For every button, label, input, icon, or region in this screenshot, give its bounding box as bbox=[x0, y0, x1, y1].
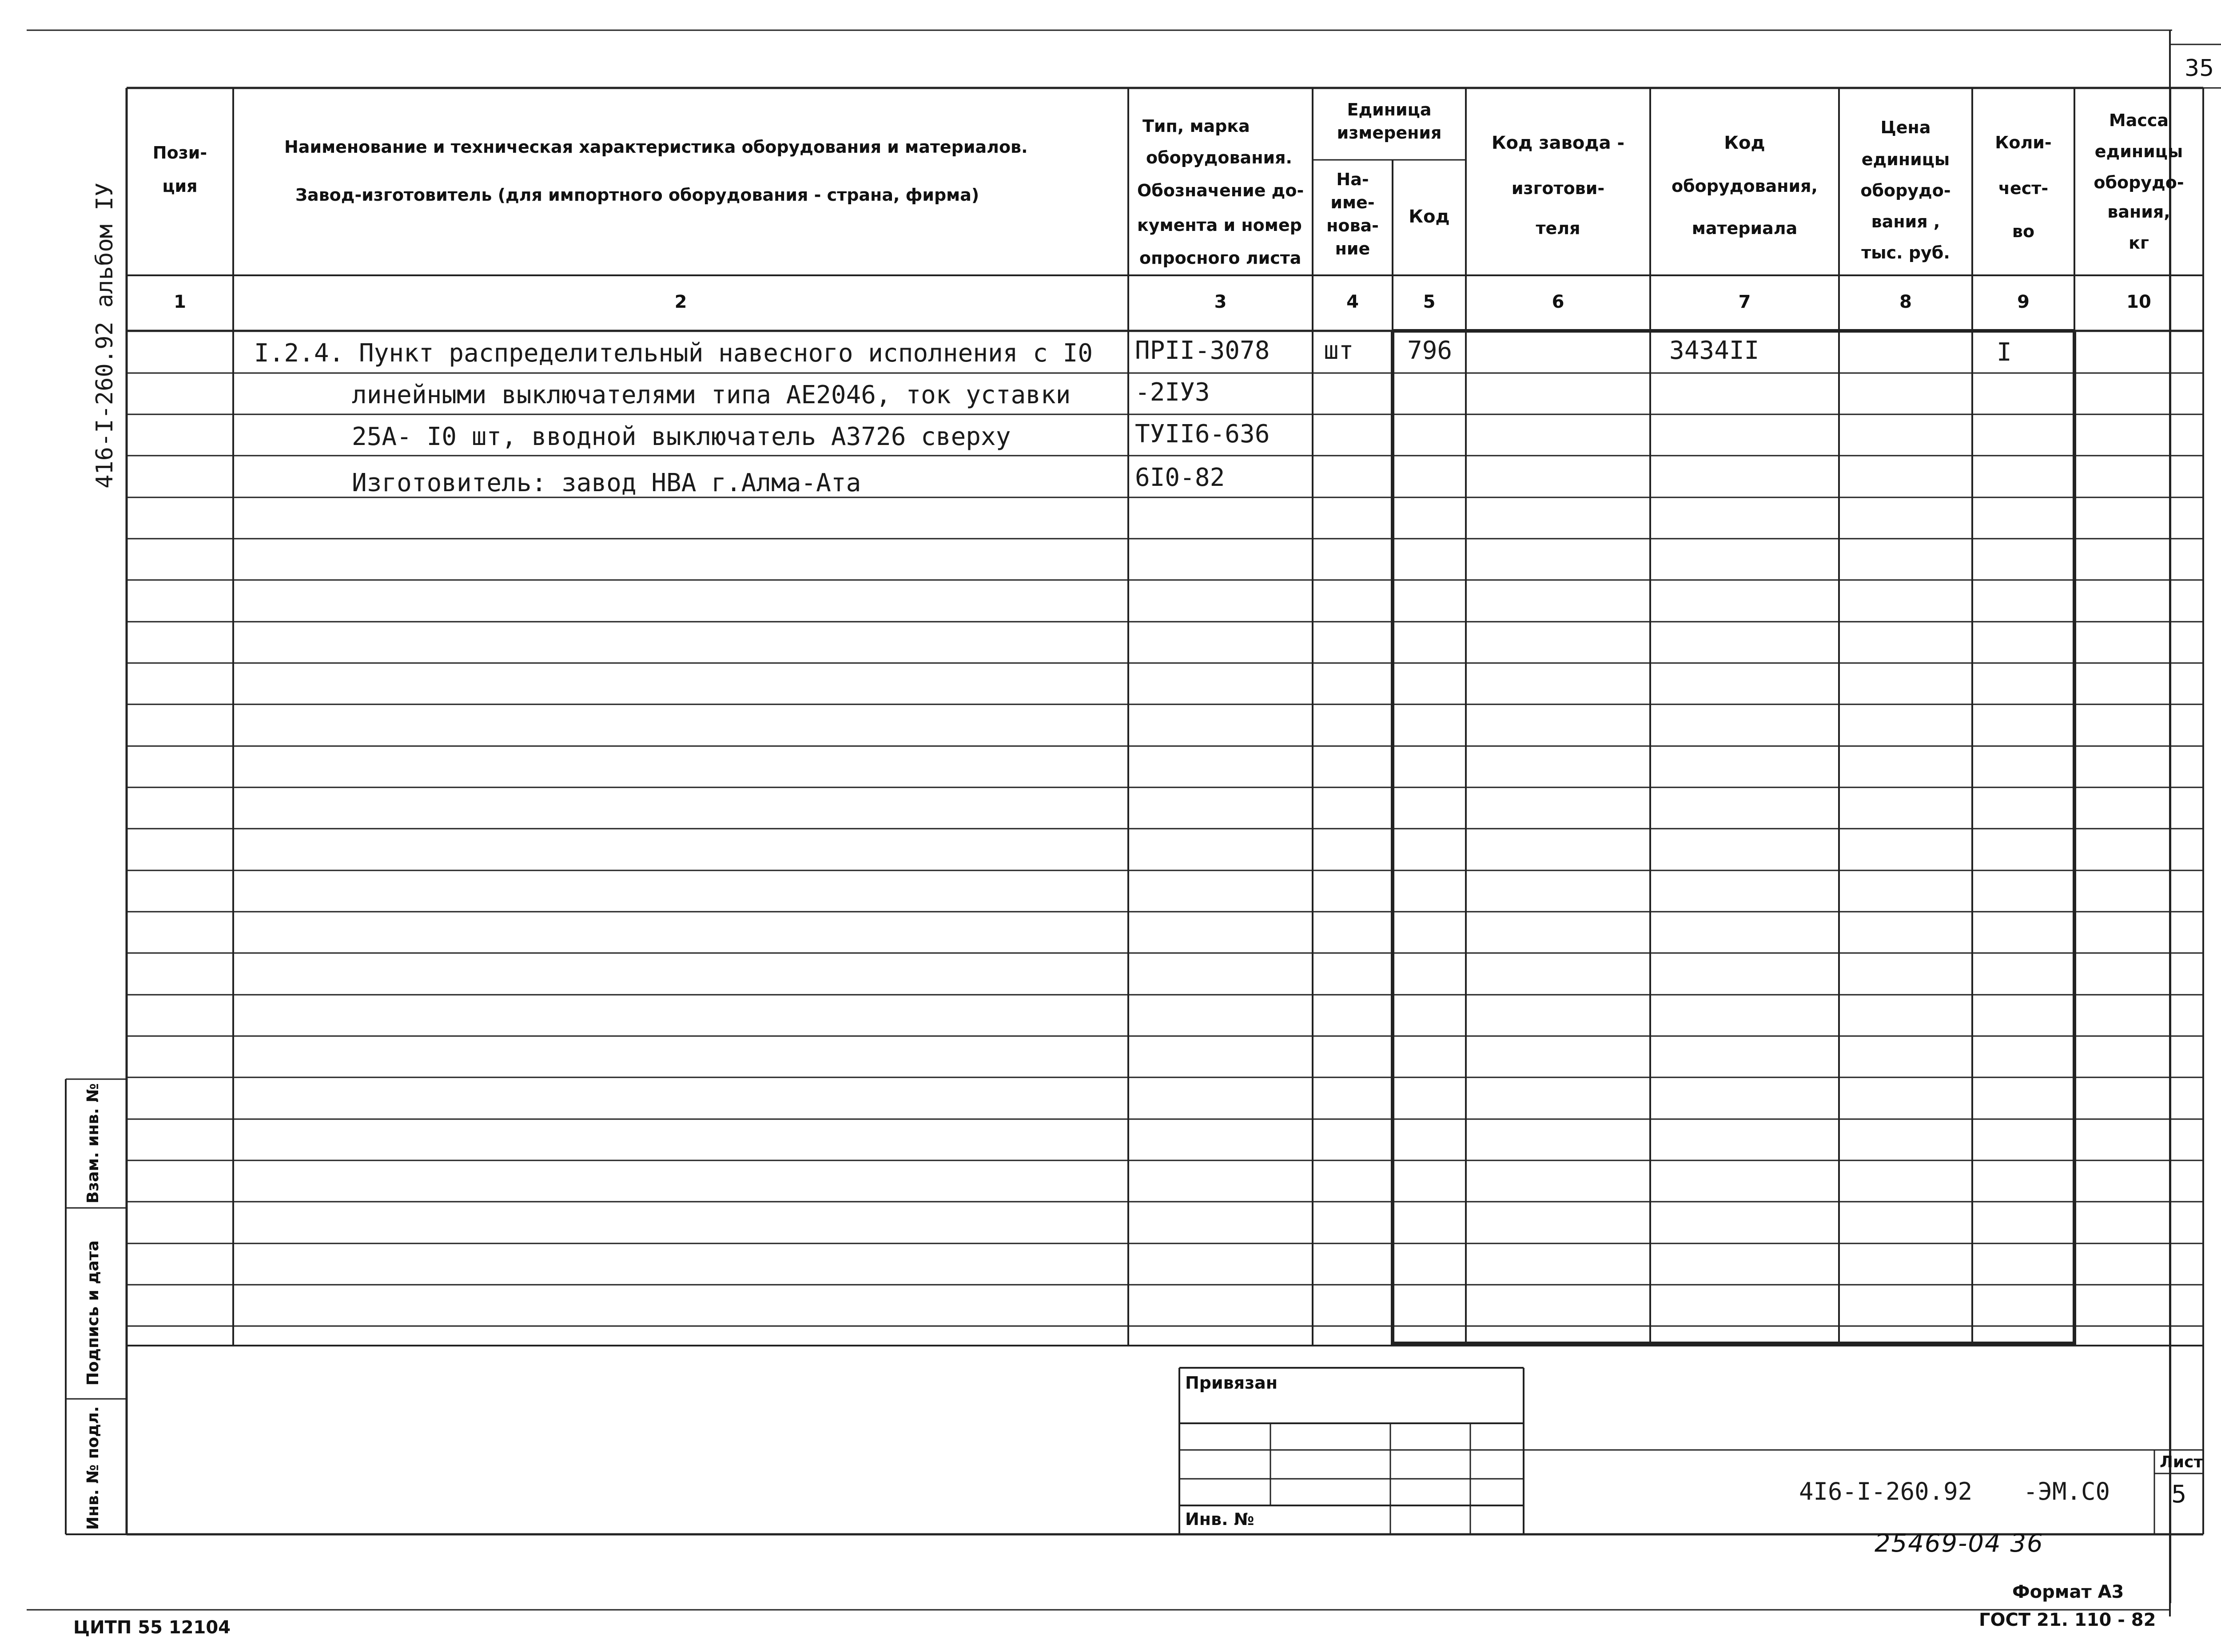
row-quantity: I bbox=[1997, 338, 2012, 367]
side-label-podpis: Подпись и дата bbox=[84, 1240, 102, 1386]
format-label: Формат А3 bbox=[2012, 1582, 2124, 1602]
row-type: ТУII6-636 bbox=[1135, 420, 1270, 449]
header-maker-code-line1: Код завода - bbox=[1491, 133, 1625, 153]
header-quantity-line1: Коли- bbox=[1995, 133, 2052, 152]
header-equip-code-line2: оборудования, bbox=[1672, 176, 1818, 196]
column-number-10: 10 bbox=[2126, 292, 2151, 312]
row-name: линейными выключателями типа АЕ2046, ток уставки bbox=[352, 381, 1071, 409]
gost-label: ГОСТ 21. 110 - 82 bbox=[1979, 1610, 2156, 1630]
handwritten-number: 25469-04 36 bbox=[1875, 1529, 2044, 1558]
album-label: 416-I-260.92 альбом IУ bbox=[92, 183, 118, 488]
column-number-5: 5 bbox=[1423, 292, 1436, 312]
column-number-6: 6 bbox=[1552, 292, 1564, 312]
sheet-label: Лист bbox=[2160, 1453, 2203, 1471]
header-position-line1: Пози- bbox=[152, 143, 207, 163]
header-quantity-line3: во bbox=[2012, 222, 2035, 241]
column-number-9: 9 bbox=[2017, 292, 2030, 312]
side-label-vzam: Взам. инв. № bbox=[84, 1083, 102, 1203]
header-unit-name-line4: ние bbox=[1335, 239, 1370, 258]
header-maker-code-line3: теля bbox=[1536, 218, 1580, 238]
sheet-number: 5 bbox=[2171, 1480, 2187, 1508]
header-unit-name-line3: нова- bbox=[1326, 216, 1379, 235]
row-equip-code: 3434II bbox=[1669, 336, 1759, 365]
row-type: -2IУ3 bbox=[1135, 378, 1210, 407]
header-unit-name-line1: На- bbox=[1336, 170, 1369, 189]
document-suffix: -ЭМ.С0 bbox=[2023, 1477, 2110, 1505]
header-type-line4: кумента и номер bbox=[1137, 215, 1302, 235]
header-price-line5: тыс. руб. bbox=[1861, 243, 1950, 262]
row-name: Изготовитель: завод НВА г.Алма-Ата bbox=[352, 469, 861, 497]
header-name-line2: Завод-изготовитель (для импортного оборудования - страна, фирма) bbox=[295, 185, 979, 205]
inv-number-label: Инв. № bbox=[1185, 1509, 1254, 1529]
header-price-line4: вания , bbox=[1871, 212, 1940, 231]
header-equip-code-line3: материала bbox=[1692, 218, 1798, 238]
column-number-2: 2 bbox=[674, 292, 687, 312]
column-number-3: 3 bbox=[1214, 292, 1227, 312]
page-number: 35 bbox=[2185, 55, 2214, 82]
row-unit-code: 796 bbox=[1407, 336, 1453, 365]
header-maker-code-line2: изготови- bbox=[1511, 179, 1605, 198]
header-unit-name-line2: име- bbox=[1330, 193, 1375, 212]
row-name: 25А- I0 шт, вводной выключатель А3726 сверху bbox=[352, 422, 1011, 451]
header-type-line5: опросного листа bbox=[1139, 248, 1302, 268]
header-type-line3: Обозначение до- bbox=[1137, 181, 1304, 200]
header-mass-line3: оборудо- bbox=[2094, 173, 2184, 192]
column-number-7: 7 bbox=[1738, 292, 1751, 312]
document-code: 4I6-I-260.92 bbox=[1799, 1477, 1973, 1505]
header-unit-line2: измерения bbox=[1337, 123, 1442, 143]
column-number-1: 1 bbox=[174, 292, 186, 312]
row-name: I.2.4. Пункт распределительный навесного исполнения с I0 bbox=[254, 339, 1093, 368]
column-number-4: 4 bbox=[1346, 292, 1359, 312]
row-unit: шт bbox=[1324, 336, 1354, 365]
column-number-8: 8 bbox=[1899, 292, 1912, 312]
row-type: 6I0-82 bbox=[1135, 463, 1225, 492]
header-price-line3: оборудо- bbox=[1860, 181, 1951, 200]
header-type-line1: Тип, марка bbox=[1142, 116, 1250, 136]
header-equip-code-line1: Код bbox=[1724, 133, 1765, 153]
side-label-inv-podl: Инв. № подл. bbox=[84, 1406, 102, 1530]
header-unit-line1: Единица bbox=[1347, 100, 1432, 119]
row-type: ПРII-3078 bbox=[1135, 336, 1270, 365]
header-type-line2: оборудования. bbox=[1146, 148, 1292, 167]
header-price-line2: единицы bbox=[1861, 150, 1950, 169]
header-mass-line4: вания, bbox=[2107, 202, 2170, 222]
header-mass-line1: Масса bbox=[2109, 111, 2169, 130]
header-price-line1: Цена bbox=[1880, 118, 1931, 137]
header-unit-code: Код bbox=[1409, 206, 1450, 227]
header-mass-line2: единицы bbox=[2094, 142, 2183, 161]
privyazan-label: Привязан bbox=[1185, 1373, 1278, 1393]
header-position-line2: ция bbox=[162, 176, 198, 196]
header-quantity-line2: чест- bbox=[1998, 179, 2049, 198]
publisher-label: ЦИТП 55 12104 bbox=[73, 1617, 231, 1638]
header-mass-line5: кг bbox=[2129, 233, 2149, 253]
header-name-line1: Наименование и техническая характеристика оборудования и материалов. bbox=[284, 137, 1028, 157]
